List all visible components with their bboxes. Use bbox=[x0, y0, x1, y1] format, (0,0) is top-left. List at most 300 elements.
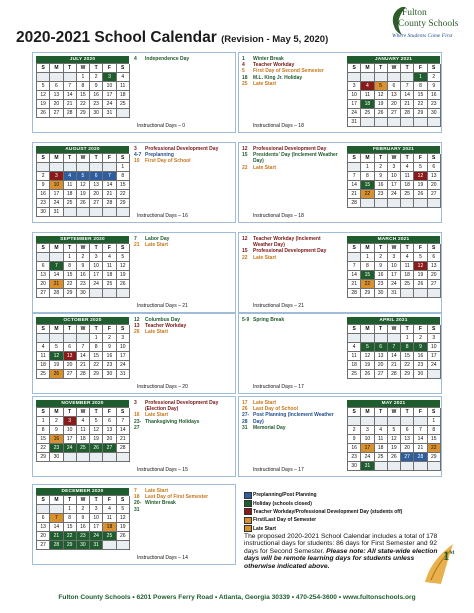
day-cell: 12 bbox=[414, 172, 427, 181]
month-calendar bbox=[347, 317, 440, 379]
day-cell: 15 bbox=[90, 352, 103, 361]
day-cell: 29 bbox=[414, 109, 427, 118]
instructional-days: Instructional Days – 16 bbox=[137, 213, 188, 219]
month-header: NOVEMBER 2020 bbox=[36, 400, 129, 407]
legend-label: First/Last Day of Semester bbox=[253, 517, 317, 524]
month-header: JANUARY 2021 bbox=[347, 56, 440, 63]
day-cell: 1 bbox=[64, 253, 77, 262]
day-cell: 5 bbox=[375, 82, 388, 91]
day-cell: 2 bbox=[375, 253, 388, 262]
day-cell: 18 bbox=[375, 444, 388, 453]
logo-line-1: Fulton bbox=[402, 8, 427, 18]
event-label: Late Start bbox=[145, 329, 169, 336]
weekday-header: F bbox=[103, 154, 116, 163]
day-cell: 21 bbox=[348, 190, 361, 199]
day-cell: 5 bbox=[361, 343, 374, 352]
day-cell bbox=[103, 541, 116, 550]
day-cell bbox=[414, 199, 427, 208]
revision-note: (Revision - May 5, 2020) bbox=[221, 34, 329, 45]
day-cell bbox=[428, 370, 441, 379]
day-cell bbox=[90, 208, 103, 217]
day-cell: 23 bbox=[37, 199, 50, 208]
day-cell: 30 bbox=[375, 289, 388, 298]
day-cell: 6 bbox=[37, 262, 50, 271]
day-cell: 9 bbox=[50, 426, 63, 435]
month-panel bbox=[238, 313, 442, 394]
weekday-header: S bbox=[37, 496, 50, 505]
instructional-days: Instructional Days – 14 bbox=[137, 555, 188, 561]
day-cell: 13 bbox=[64, 352, 77, 361]
weekday-header: S bbox=[117, 154, 130, 163]
day-cell: 12 bbox=[37, 91, 50, 100]
weekday-header: F bbox=[414, 244, 427, 253]
day-cell: 2 bbox=[428, 73, 441, 82]
day-cell bbox=[117, 109, 130, 118]
legend-label: Preplanning/Post Planning bbox=[253, 492, 317, 499]
weekday-header: M bbox=[361, 408, 374, 417]
weekday-header: S bbox=[428, 244, 441, 253]
day-cell: 30 bbox=[77, 289, 90, 298]
month-calendar bbox=[347, 146, 440, 208]
event-label: Late Start bbox=[253, 400, 277, 406]
event-list bbox=[242, 146, 340, 171]
day-cell bbox=[361, 118, 374, 127]
day-cell: 27 bbox=[90, 199, 103, 208]
month-calendar bbox=[36, 488, 129, 550]
instructional-days: Instructional Days – 18 bbox=[253, 123, 304, 129]
day-grid bbox=[36, 495, 129, 550]
day-cell: 23 bbox=[50, 444, 63, 453]
day-cell: 27 bbox=[375, 370, 388, 379]
event-label: Professional Development Day bbox=[145, 146, 219, 152]
day-cell bbox=[361, 417, 374, 426]
weekday-header: W bbox=[77, 408, 90, 417]
event-label: Late Start bbox=[253, 164, 277, 171]
instructional-days: Instructional Days – 17 bbox=[253, 467, 304, 473]
weekday-header: T bbox=[64, 325, 77, 334]
day-cell: 27 bbox=[428, 280, 441, 289]
day-cell bbox=[103, 163, 116, 172]
day-cell: 5 bbox=[117, 253, 130, 262]
day-grid bbox=[347, 324, 440, 379]
day-cell bbox=[401, 73, 414, 82]
weekday-header: T bbox=[64, 496, 77, 505]
weekday-header: W bbox=[77, 154, 90, 163]
day-cell: 25 bbox=[361, 109, 374, 118]
event-date: 3 bbox=[134, 400, 137, 406]
day-cell: 6 bbox=[64, 343, 77, 352]
month-calendar bbox=[347, 236, 440, 298]
day-cell: 25 bbox=[103, 532, 116, 541]
day-cell: 30 bbox=[414, 370, 427, 379]
day-cell: 16 bbox=[50, 435, 63, 444]
day-cell bbox=[361, 199, 374, 208]
day-cell: 1 bbox=[401, 334, 414, 343]
day-cell: 8 bbox=[64, 262, 77, 271]
event-label: Winter Break bbox=[145, 500, 176, 507]
event-label: Last Day of First Semester bbox=[145, 494, 209, 501]
event-list bbox=[134, 56, 232, 62]
day-cell bbox=[401, 462, 414, 471]
day-cell: 19 bbox=[414, 181, 427, 190]
event-date: 25 bbox=[242, 80, 248, 87]
day-cell: 16 bbox=[77, 271, 90, 280]
day-cell: 31 bbox=[90, 541, 103, 550]
month-panel bbox=[32, 484, 236, 565]
weekday-header: W bbox=[77, 244, 90, 253]
day-cell: 26 bbox=[77, 199, 90, 208]
day-cell: 17 bbox=[361, 444, 374, 453]
day-cell bbox=[117, 208, 130, 217]
event-date: 18 bbox=[134, 494, 140, 501]
day-cell: 20 bbox=[37, 280, 50, 289]
day-cell: 7 bbox=[50, 262, 63, 271]
day-cell: 29 bbox=[64, 541, 77, 550]
day-cell bbox=[77, 208, 90, 217]
day-cell: 3 bbox=[361, 426, 374, 435]
day-cell: 3 bbox=[348, 82, 361, 91]
weekday-header: S bbox=[37, 244, 50, 253]
event-label: Teacher Workday (Inclement Weather Day) bbox=[253, 236, 321, 249]
event-list bbox=[242, 56, 340, 87]
day-cell: 28 bbox=[414, 453, 427, 462]
weekday-header: T bbox=[90, 325, 103, 334]
day-cell: 28 bbox=[401, 109, 414, 118]
weekday-header: S bbox=[117, 408, 130, 417]
month-calendar bbox=[36, 236, 129, 298]
weekday-header: S bbox=[348, 244, 361, 253]
event-label: Winter Break bbox=[253, 56, 284, 62]
day-cell: 28 bbox=[348, 289, 361, 298]
event-item bbox=[242, 152, 340, 164]
event-label: First Day of Second Semester bbox=[253, 68, 324, 75]
day-cell: 5 bbox=[414, 163, 427, 172]
event-date: 3 bbox=[134, 146, 137, 152]
day-cell: 15 bbox=[64, 523, 77, 532]
day-cell: 18 bbox=[401, 181, 414, 190]
weekday-header: S bbox=[428, 154, 441, 163]
day-cell: 10 bbox=[103, 82, 116, 91]
month-header: FEBRUARY 2021 bbox=[347, 146, 440, 153]
event-item bbox=[134, 158, 232, 164]
day-cell bbox=[77, 163, 90, 172]
weekday-header: W bbox=[388, 408, 401, 417]
day-cell: 14 bbox=[414, 435, 427, 444]
day-grid bbox=[36, 324, 129, 379]
weekday-header: F bbox=[414, 325, 427, 334]
legend-item bbox=[244, 525, 444, 533]
weekday-header: T bbox=[90, 154, 103, 163]
day-cell: 23 bbox=[375, 190, 388, 199]
event-date: 22 bbox=[242, 254, 248, 261]
day-cell: 9 bbox=[375, 172, 388, 181]
day-cell bbox=[64, 163, 77, 172]
day-cell: 29 bbox=[428, 453, 441, 462]
day-cell: 13 bbox=[50, 91, 63, 100]
day-cell: 18 bbox=[77, 435, 90, 444]
day-cell: 29 bbox=[361, 289, 374, 298]
legend-item bbox=[244, 516, 444, 524]
event-date: 18 bbox=[242, 74, 248, 81]
day-cell: 10 bbox=[348, 91, 361, 100]
day-cell: 25 bbox=[401, 280, 414, 289]
event-item bbox=[134, 329, 232, 335]
month-panel bbox=[238, 396, 442, 477]
day-cell: 3 bbox=[103, 73, 116, 82]
day-cell: 27 bbox=[37, 289, 50, 298]
month-header: OCTOBER 2020 bbox=[36, 317, 129, 324]
day-cell: 31 bbox=[117, 370, 130, 379]
event-label: Professional Development Day bbox=[253, 146, 327, 152]
day-cell: 14 bbox=[348, 271, 361, 280]
day-cell: 3 bbox=[388, 253, 401, 262]
day-cell bbox=[117, 453, 130, 462]
day-cell: 16 bbox=[414, 352, 427, 361]
day-cell: 23 bbox=[77, 532, 90, 541]
event-item bbox=[134, 400, 232, 412]
event-label: Teacher Workday bbox=[253, 62, 295, 69]
month-panel bbox=[238, 232, 442, 313]
day-cell: 21 bbox=[388, 361, 401, 370]
day-cell: 7 bbox=[50, 514, 63, 523]
calendar-row bbox=[32, 396, 442, 477]
event-list bbox=[134, 488, 232, 513]
day-cell: 8 bbox=[361, 262, 374, 271]
event-date: 31 bbox=[242, 424, 248, 431]
weekday-header: S bbox=[117, 496, 130, 505]
day-cell: 6 bbox=[37, 514, 50, 523]
month-panel bbox=[32, 313, 236, 394]
day-cell: 24 bbox=[90, 280, 103, 289]
day-cell bbox=[77, 453, 90, 462]
day-cell: 11 bbox=[401, 172, 414, 181]
event-item bbox=[242, 255, 340, 261]
day-cell: 13 bbox=[90, 181, 103, 190]
event-list bbox=[134, 400, 232, 431]
weekday-header: S bbox=[37, 408, 50, 417]
page-title bbox=[16, 29, 328, 47]
day-cell: 15 bbox=[428, 435, 441, 444]
day-cell: 14 bbox=[50, 271, 63, 280]
day-cell bbox=[37, 253, 50, 262]
day-cell bbox=[375, 417, 388, 426]
day-cell: 11 bbox=[103, 262, 116, 271]
day-cell: 24 bbox=[50, 199, 63, 208]
day-cell: 27 bbox=[50, 109, 63, 118]
day-cell: 25 bbox=[37, 370, 50, 379]
day-cell: 31 bbox=[361, 462, 374, 471]
day-grid bbox=[36, 153, 129, 217]
event-label: Teacher Workday bbox=[145, 323, 187, 330]
weekday-header: T bbox=[401, 408, 414, 417]
day-cell: 16 bbox=[37, 190, 50, 199]
weekday-header: M bbox=[50, 496, 63, 505]
day-cell: 15 bbox=[64, 271, 77, 280]
event-date: 12 bbox=[242, 236, 248, 242]
weekday-header: T bbox=[375, 325, 388, 334]
weekday-header: T bbox=[375, 408, 388, 417]
event-item bbox=[134, 242, 232, 248]
day-cell bbox=[375, 462, 388, 471]
day-cell: 5 bbox=[388, 426, 401, 435]
day-cell: 19 bbox=[50, 361, 63, 370]
day-cell: 29 bbox=[77, 109, 90, 118]
instructional-days: Instructional Days – 18 bbox=[253, 213, 304, 219]
event-date: 27-28 bbox=[242, 412, 250, 425]
day-cell: 30 bbox=[37, 208, 50, 217]
day-cell: 25 bbox=[375, 453, 388, 462]
weekday-header: S bbox=[348, 154, 361, 163]
day-cell: 11 bbox=[117, 82, 130, 91]
month-header: SEPTEMBER 2020 bbox=[36, 236, 129, 243]
day-cell: 23 bbox=[77, 280, 90, 289]
day-cell bbox=[388, 199, 401, 208]
day-cell bbox=[414, 417, 427, 426]
event-label: Late Start bbox=[145, 488, 169, 494]
day-cell: 17 bbox=[348, 100, 361, 109]
weekday-header: M bbox=[361, 154, 374, 163]
day-cell bbox=[401, 417, 414, 426]
day-cell: 7 bbox=[103, 172, 116, 181]
weekday-header: T bbox=[90, 64, 103, 73]
day-cell: 8 bbox=[414, 82, 427, 91]
event-item bbox=[242, 236, 340, 248]
day-cell: 22 bbox=[64, 532, 77, 541]
day-cell bbox=[414, 289, 427, 298]
day-cell: 24 bbox=[348, 109, 361, 118]
day-cell: 17 bbox=[388, 181, 401, 190]
event-date: 10 bbox=[134, 158, 140, 165]
day-cell: 12 bbox=[117, 514, 130, 523]
day-cell: 14 bbox=[401, 91, 414, 100]
event-date: 22 bbox=[242, 164, 248, 171]
day-cell: 28 bbox=[64, 109, 77, 118]
event-date: 12 bbox=[242, 146, 248, 152]
day-grid bbox=[36, 63, 129, 118]
day-cell: 15 bbox=[414, 91, 427, 100]
event-list bbox=[134, 146, 232, 165]
day-cell bbox=[401, 289, 414, 298]
day-grid bbox=[36, 407, 129, 462]
day-cell: 3 bbox=[90, 253, 103, 262]
day-cell: 19 bbox=[414, 271, 427, 280]
day-cell: 4 bbox=[37, 343, 50, 352]
weekday-header: M bbox=[50, 64, 63, 73]
day-cell: 5 bbox=[37, 82, 50, 91]
day-cell: 8 bbox=[428, 426, 441, 435]
weekday-header: S bbox=[348, 408, 361, 417]
day-cell bbox=[37, 334, 50, 343]
day-cell: 25 bbox=[117, 100, 130, 109]
svg-text:st: st bbox=[450, 550, 455, 556]
day-cell: 4 bbox=[348, 343, 361, 352]
day-cell: 10 bbox=[388, 172, 401, 181]
month-calendar bbox=[36, 146, 129, 217]
day-cell: 2 bbox=[103, 334, 116, 343]
day-cell: 13 bbox=[37, 271, 50, 280]
first-badge-icon bbox=[419, 540, 459, 586]
day-cell: 3 bbox=[50, 172, 63, 181]
day-cell bbox=[348, 417, 361, 426]
day-cell: 9 bbox=[348, 435, 361, 444]
weekday-header: M bbox=[50, 325, 63, 334]
day-cell: 18 bbox=[401, 271, 414, 280]
day-cell: 1 bbox=[361, 163, 374, 172]
day-cell: 4 bbox=[103, 253, 116, 262]
event-label: Labor Day bbox=[145, 236, 170, 242]
day-cell: 1 bbox=[428, 417, 441, 426]
day-cell bbox=[414, 118, 427, 127]
day-cell: 7 bbox=[348, 262, 361, 271]
weekday-header: W bbox=[77, 496, 90, 505]
weekday-header: T bbox=[64, 408, 77, 417]
day-cell: 31 bbox=[50, 208, 63, 217]
weekday-header: S bbox=[428, 64, 441, 73]
month-header: APRIL 2021 bbox=[347, 317, 440, 324]
weekday-header: W bbox=[388, 64, 401, 73]
day-cell: 22 bbox=[361, 190, 374, 199]
weekday-header: S bbox=[117, 64, 130, 73]
weekday-header: T bbox=[401, 154, 414, 163]
day-cell: 16 bbox=[103, 352, 116, 361]
day-cell: 12 bbox=[117, 262, 130, 271]
day-cell: 7 bbox=[401, 82, 414, 91]
month-panel bbox=[238, 52, 442, 133]
day-cell: 7 bbox=[388, 343, 401, 352]
weekday-header: F bbox=[103, 64, 116, 73]
day-cell bbox=[428, 199, 441, 208]
day-cell: 11 bbox=[361, 91, 374, 100]
day-cell: 28 bbox=[50, 289, 63, 298]
weekday-header: M bbox=[50, 154, 63, 163]
day-cell: 12 bbox=[414, 262, 427, 271]
legend-item bbox=[244, 499, 444, 507]
day-cell bbox=[90, 289, 103, 298]
day-cell: 24 bbox=[64, 444, 77, 453]
day-cell: 24 bbox=[90, 532, 103, 541]
day-cell: 7 bbox=[77, 343, 90, 352]
day-cell bbox=[103, 208, 116, 217]
event-label: Spring Break bbox=[253, 317, 285, 323]
day-cell: 8 bbox=[117, 172, 130, 181]
event-label: Late Start bbox=[253, 254, 277, 261]
day-cell: 7 bbox=[64, 82, 77, 91]
weekday-header: T bbox=[401, 325, 414, 334]
weekday-header: M bbox=[50, 408, 63, 417]
event-label: M.L. King Jr. Holiday bbox=[253, 74, 303, 81]
month-panel bbox=[32, 52, 236, 133]
weekday-header: W bbox=[388, 154, 401, 163]
day-cell: 5 bbox=[90, 417, 103, 426]
day-cell: 23 bbox=[348, 453, 361, 462]
day-cell bbox=[37, 73, 50, 82]
day-cell: 18 bbox=[361, 100, 374, 109]
event-date: 23-27 bbox=[134, 418, 142, 431]
event-item bbox=[242, 165, 340, 171]
day-cell bbox=[50, 253, 63, 262]
day-cell: 17 bbox=[117, 352, 130, 361]
event-date: 26 bbox=[134, 329, 140, 336]
day-cell: 1 bbox=[361, 253, 374, 262]
day-cell: 6 bbox=[401, 426, 414, 435]
event-date: 4 bbox=[242, 62, 245, 69]
weekday-header: T bbox=[64, 244, 77, 253]
footer: Fulton County Schools • 6201 Powers Ferry Road • Atlanta, Georgia 30339 • 470-254-3600 • www.fultonschools.org bbox=[58, 594, 416, 601]
calendar-row bbox=[32, 313, 442, 394]
day-cell: 2 bbox=[375, 163, 388, 172]
day-cell: 20 bbox=[388, 100, 401, 109]
day-cell: 4 bbox=[77, 417, 90, 426]
